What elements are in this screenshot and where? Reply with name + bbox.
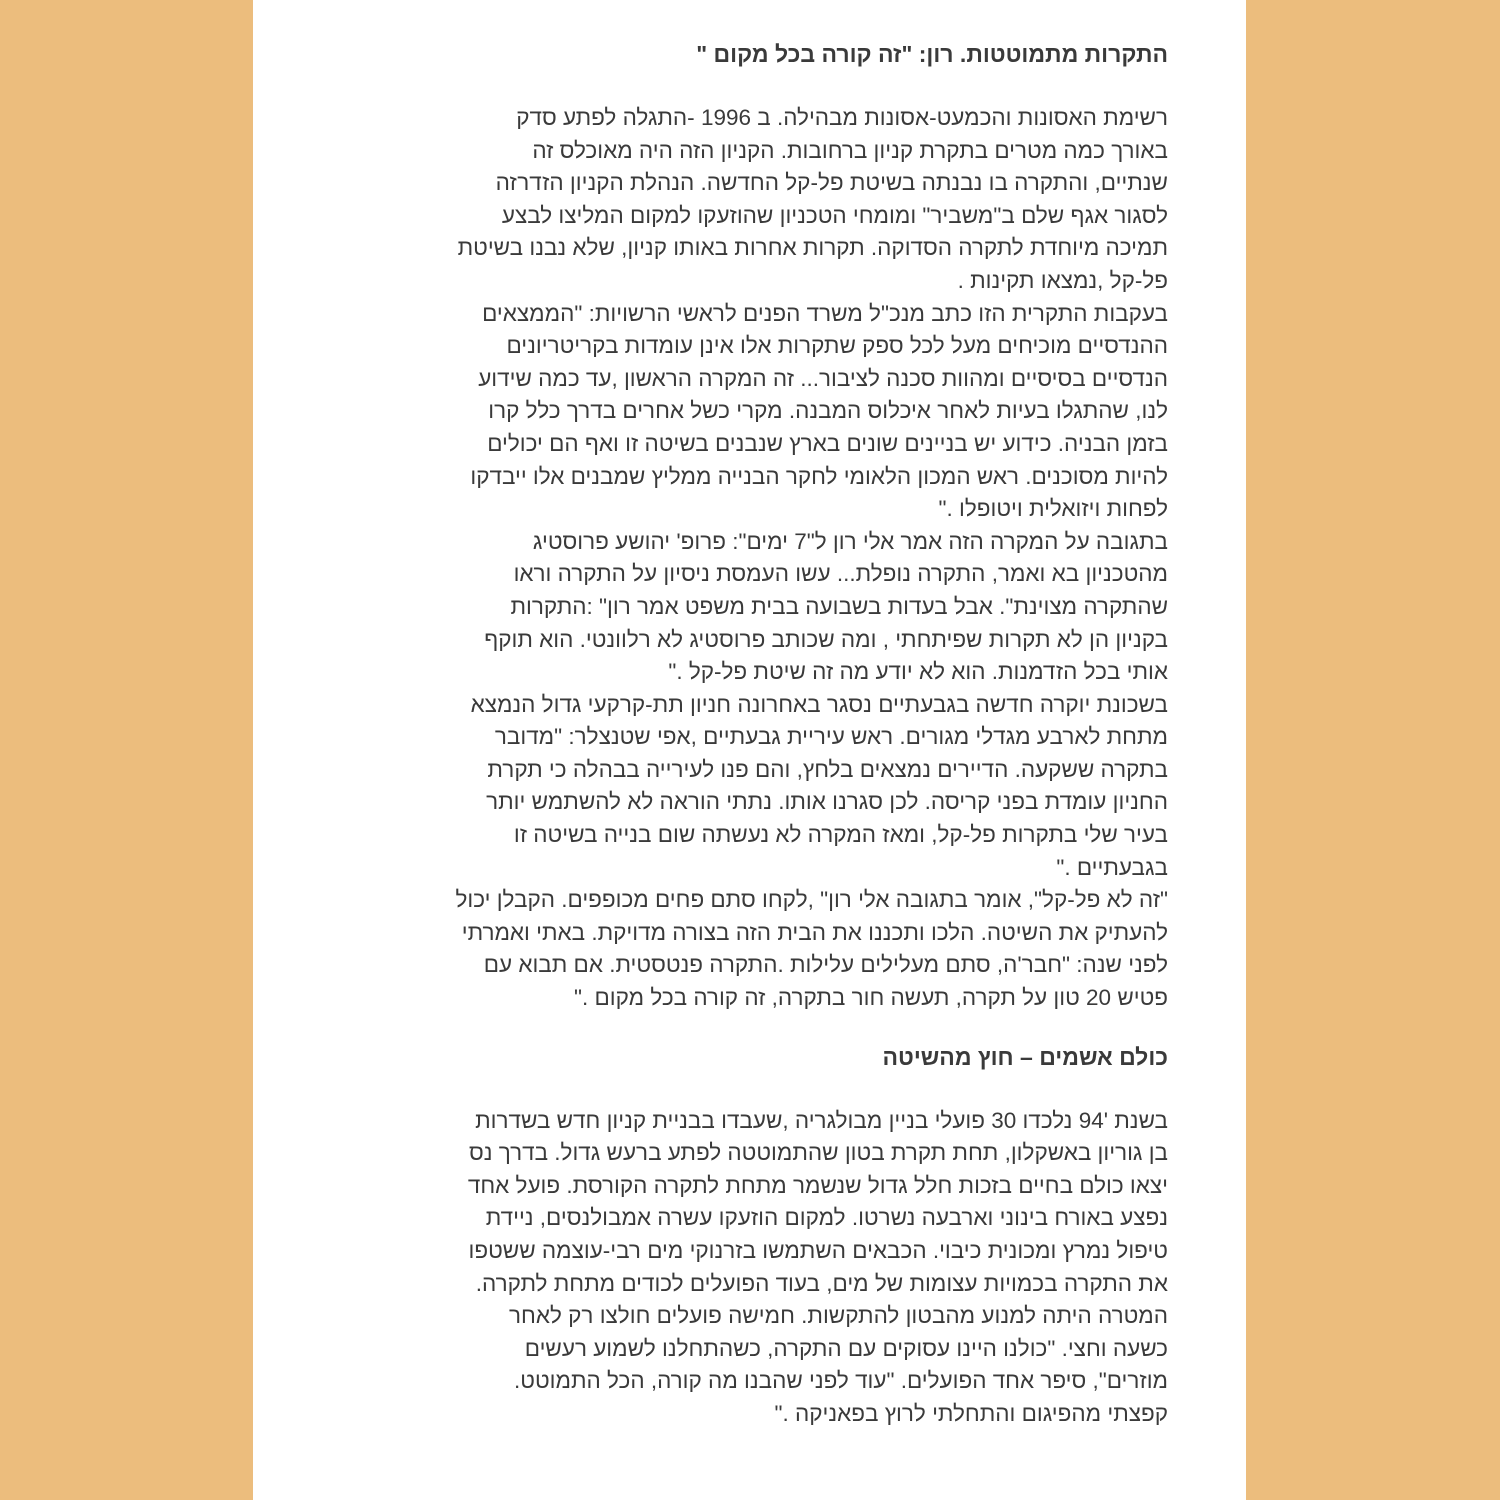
- paragraph-ministry-letter: בעקבות התקרית הזו כתב מנכ"ל משרד הפנים לראשי הרשויות: "הממצאים ההנדסיים מוכיחים מעל לכל ספק שתקרות אלו אינן עומדות בקריטריונים הנדסיים בסיסיים ומהוות סכנה לציבור... זה המקרה הראשון ,עד כמה שידוע לנו, שהתגלו בעיות לאחר איכלוס המבנה. מקרי כשל אחרים בדרך כלל קרו בזמן הבניה. כידוע יש בניינים שונים בארץ שנבנים בשיטה זו ואף הם יכולים להיות מסוכנים. ראש המכון הלאומי לחקר הבנייה ממליץ שמבנים אלו ייבדקו לפחות ויזואלית ויטופלו .": [470, 300, 1168, 522]
- paragraph-givatayim-parking: בשכונת יוקרה חדשה בגבעתיים נסגר באחרונה חניון תת-קרקעי גדול הנמצא מתחת לארבע מגדלי מגורים. ראש עיריית גבעתיים ,אפי שטנצלר: "מדובר בתקרה ששקעה. הדיירים נמצאים בלחץ, והם פנו לעירייה בבהלה כי תקרת החניון עומדת בפני קריסה. לכן סגרנו אותו. נתתי הוראה לא להשתמש יותר בעיר שלי בתקרות פל-קל, ומאז המקרה לא נעשתה שום בנייה בשיטה זו בגבעתיים .": [470, 691, 1168, 880]
- paragraph-not-pal-kal: "זה לא פל-קל", אומר בתגובה אלי רון" ,לקחו סתם פחים מכופפים. הקבלן יכול להעתיק את השיטה. הלכו ותכננו את הבית הזה בצורה מדויקת. באתי ואמרתי לפני שנה: "חבר'ה, סתם מעלילים עלילות .התקרה פנטסטית. אם תבוא עם פטיש 20 טון על תקרה, תעשה חור בתקרה, זה קורה בכל מקום .": [455, 887, 1168, 1011]
- paragraph-crack-in-mall: רשימת האסונות והכמעט-אסונות מבהילה. ב 1996 -התגלה לפתע סדק באורך כמה מטרים בתקרת קניון ברחובות. הקניון הזה היה מאוכלס זה שנתיים, והתקרה בו נבנתה בשיטת פל-קל החדשה. הנהלת הקניון הזדרזה לסגור אגף שלם ב"משביר" ומומחי הטכניון שהוזעקו למקום המליצו לבצע תמיכה מיוחדת לתקרה הסדוקה. תקרות אחרות באותו קניון, שלא נבנו בשיטת פל-קל ,נמצאו תקינות .: [457, 105, 1168, 293]
- section-heading: כולם אשמים – חוץ מהשיטה: [882, 1043, 1168, 1070]
- paragraph-ashkelon-collapse: בשנת '94 נלכדו 30 פועלי בניין מבולגריה ,שעבדו בבניית קניון חדש בשדרות בן גוריון באשקלון, תחת תקרת בטון שהתמוטטה לפתע ברעש גדול. בדרך נס יצאו כולם בחיים בזכות חלל גדול שנשמר מתחת לתקרה הקורסת. פועל אחד נפצע באורח בינוני וארבעה נשרטו. למקום הוזעקו עשרה אמבולנסים, ניידת טיפול נמרץ ומכונית כיבוי. הכבאים השתמשו בזרנוקי מים רבי-עוצמה ששטפו את התקרה בכמויות עצומות של מים, בעוד הפועלים לכודים מתחת לתקרה. המטרה היתה למנוע מהבטון להתקשות. חמישה פועלים חולצו רק לאחר כשעה וחצי. "כולנו היינו עסוקים עם התקרה, כשהתחלנו לשמוע רעשים מוזרים", סיפר אחד הפועלים. "עוד לפני שהבנו מה קורה, הכל התמוטט. קפצתי מהפיגום והתחלתי לרוץ בפאניקה .": [467, 1107, 1168, 1426]
- section-spacer: [331, 1015, 1168, 1041]
- paragraph-ron-response: בתגובה על המקרה הזה אמר אלי רון ל"7 ימים": פרופ' יהושע פרוסטיג מהטכניון בא ואמר, התקרה נופלת... עשו העמסת ניסיון על התקרה וראו שהתקרה מצוינת". אבל בעדות בשבועה בבית משפט אמר רון" :התקרות בקניון הן לא תקרות שפיתחתי , ומה שכותב פרוסטיג לא רלוונטי. הוא תוקף אותי בכל הזדמנות. הוא לא יודע מה זה שיטת פל-קל .": [484, 528, 1168, 685]
- document-page: [253, 0, 1246, 1500]
- article-heading: התקרות מתמוטטות. רון: "זה קורה בכל מקום ": [696, 41, 1168, 67]
